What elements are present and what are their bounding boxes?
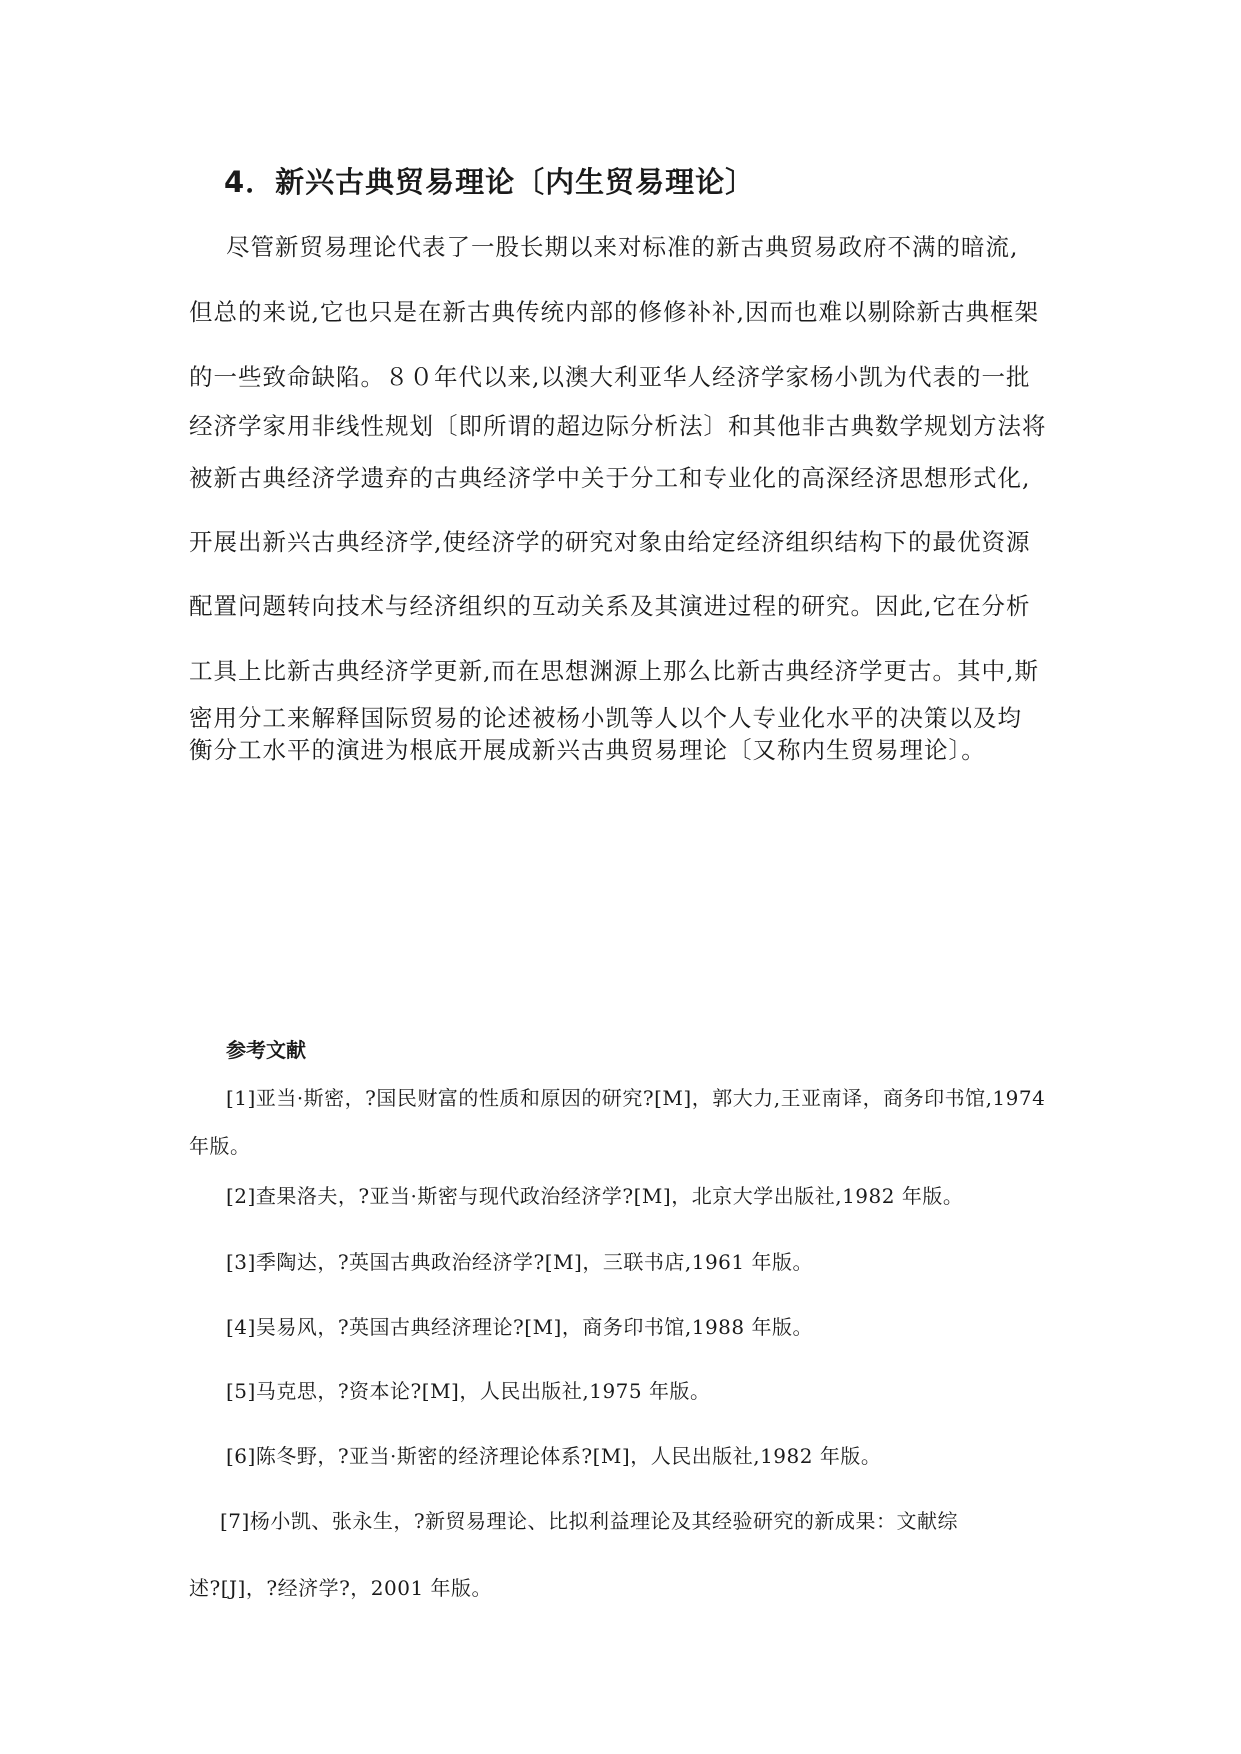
- paragraph-line: 衡分工水平的演进为根底开展成新兴古典贸易理论〔又称内生贸易理论〕。: [189, 736, 986, 764]
- paragraph-line: 经济学家用非线性规划〔即所谓的超边际分析法〕和其他非古典数学规划方法将: [189, 412, 1047, 440]
- paragraph-line: 的一些致命缺陷。８０年代以来,以澳大利亚华人经济学家杨小凯为代表的一批: [189, 363, 1031, 391]
- paragraph-line: 开展出新兴古典经济学,使经济学的研究对象由给定经济组织结构下的最优资源: [189, 528, 1031, 556]
- paragraph-line: 工具上比新古典经济学更新,而在思想渊源上那么比新古典经济学更古。其中,斯: [189, 657, 1039, 685]
- paragraph-line: 密用分工来解释国际贸易的论述被杨小凯等人以个人专业化水平的决策以及均: [189, 704, 1022, 732]
- paragraph-line: 尽管新贸易理论代表了一股长期以来对标准的新古典贸易政府不满的暗流,: [226, 233, 1019, 261]
- reference-item: [3]季陶达，?英国古典政治经济学?[M]，三联书店,1961 年版。: [226, 1250, 813, 1274]
- section-heading: 4．新兴古典贸易理论〔内生贸易理论〕: [224, 165, 756, 199]
- reference-item: [6]陈冬野，?亚当·斯密的经济理论体系?[M]，人民出版社,1982 年版。: [226, 1444, 882, 1468]
- paragraph-line: 但总的来说,它也只是在新古典传统内部的修修补补,因而也难以剔除新古典框架: [189, 298, 1039, 326]
- reference-item: 述?[J]，?经济学?，2001 年版。: [189, 1576, 493, 1600]
- paragraph-line: 配置问题转向技术与经济组织的互动关系及其演进过程的研究。因此,它在分析: [189, 592, 1031, 620]
- references-title: 参考文献: [226, 1038, 306, 1062]
- reference-item: [7]杨小凯、张永生，?新贸易理论、比拟利益理论及其经验研究的新成果：文献综: [220, 1509, 959, 1533]
- reference-item: [2]查果洛夫，?亚当·斯密与现代政治经济学?[M]，北京大学出版社,1982 年版。: [226, 1184, 964, 1208]
- reference-item: [1]亚当·斯密，?国民财富的性质和原因的研究?[M]，郭大力,王亚南译，商务印书馆,1974: [226, 1086, 1046, 1110]
- paragraph-line: 被新古典经济学遗弃的古典经济学中关于分工和专业化的高深经济思想形式化,: [189, 464, 1031, 492]
- reference-item: [4]吴易风，?英国古典经济理论?[M]，商务印书馆,1988 年版。: [226, 1315, 813, 1339]
- reference-item: [5]马克思，?资本论?[M]，人民出版社,1975 年版。: [226, 1379, 711, 1403]
- reference-item: 年版。: [189, 1134, 251, 1158]
